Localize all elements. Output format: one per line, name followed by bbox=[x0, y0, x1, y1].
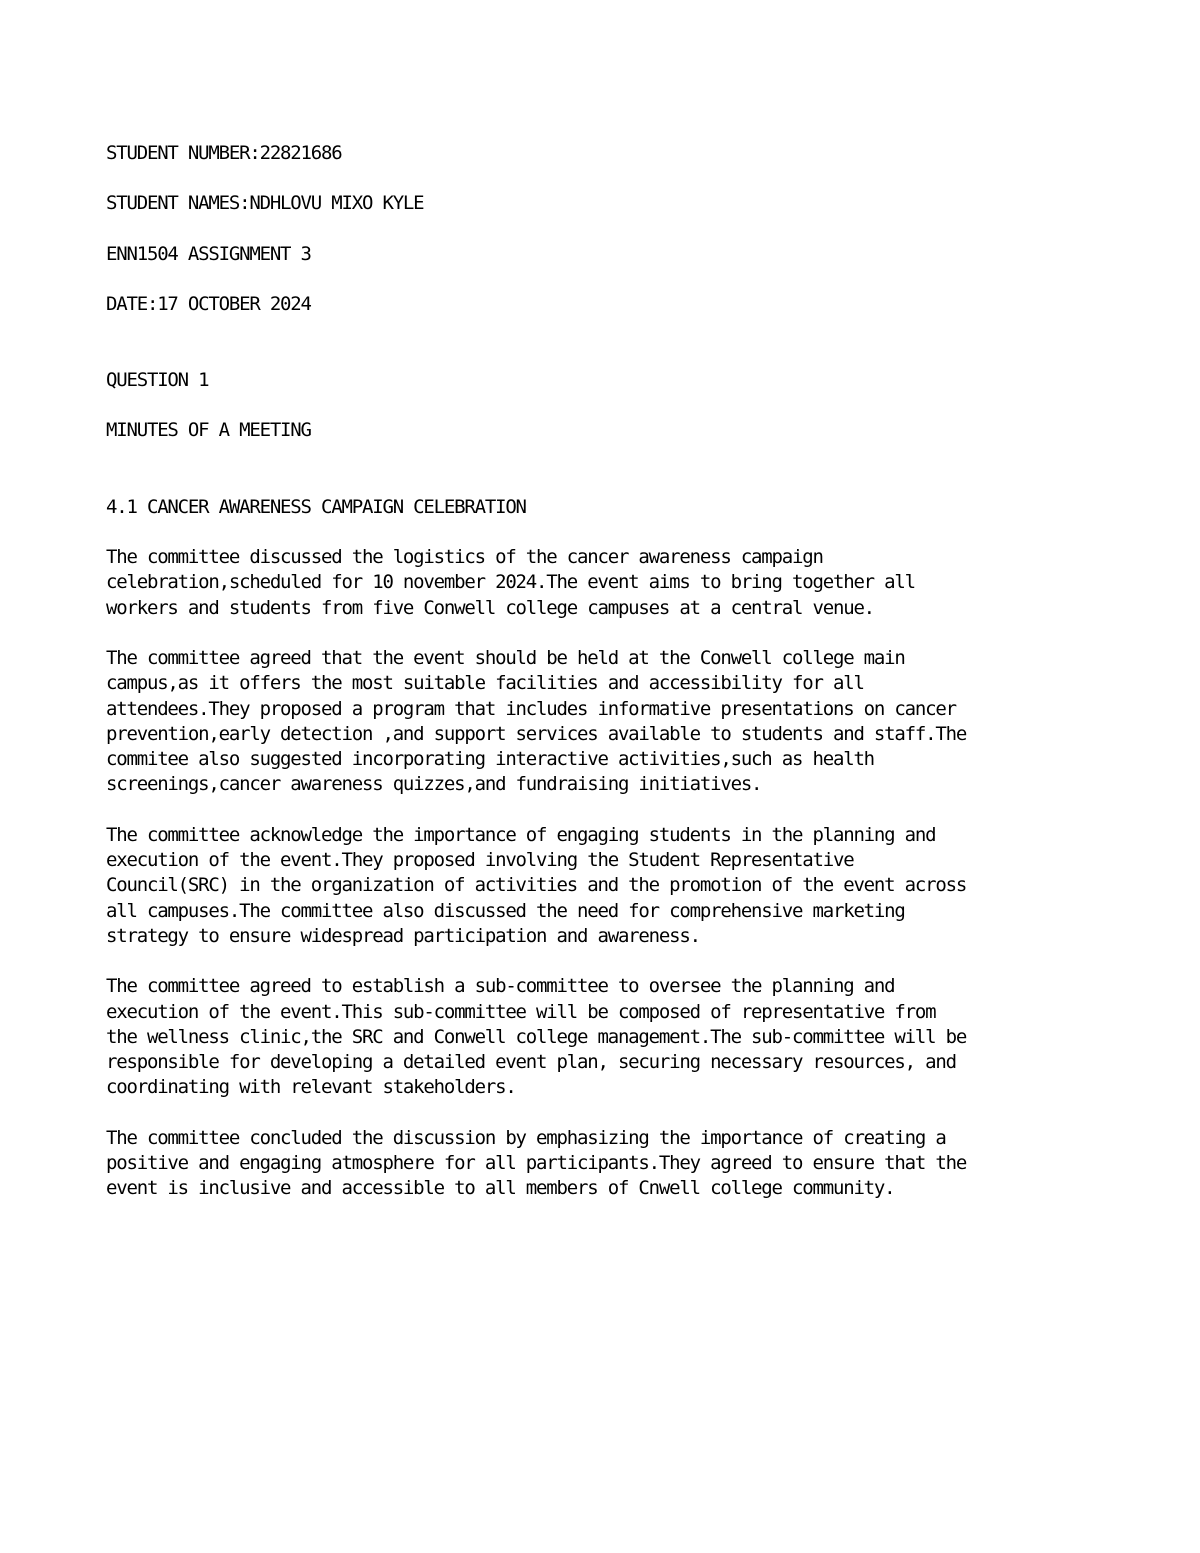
paragraph-line: execution of the event.This sub-committee will be composed of representative from bbox=[106, 1000, 936, 1023]
paragraph-line: screenings,cancer awareness quizzes,and fundraising initiatives. bbox=[106, 773, 762, 796]
question-subtitle: MINUTES OF A MEETING bbox=[106, 419, 311, 442]
section-heading: 4.1 CANCER AWARENESS CAMPAIGN CELEBRATION bbox=[106, 495, 526, 518]
paragraph-line: attendees.They proposed a program that includes informative presentations on cancer bbox=[106, 697, 956, 720]
paragraph-line: The committee discussed the logistics of the cancer awareness campaign bbox=[106, 546, 823, 569]
paragraph bbox=[106, 1126, 1106, 1202]
paragraph-line: workers and students from five Conwell college campuses at a central venue. bbox=[106, 596, 874, 619]
paragraph-line: execution of the event.They proposed involving the Student Representative bbox=[106, 849, 854, 872]
assignment-title: ENN1504 ASSIGNMENT 3 bbox=[106, 242, 311, 265]
paragraph-line: the wellness clinic,the SRC and Conwell college management.The sub-committee will be bbox=[106, 1025, 967, 1048]
paragraph-line: The committee acknowledge the importance of engaging students in the planning and bbox=[106, 823, 936, 846]
student-number: STUDENT NUMBER:22821686 bbox=[106, 142, 342, 164]
question-title: QUESTION 1 bbox=[106, 369, 209, 392]
paragraph-line: The committee agreed to establish a sub-committee to oversee the planning and bbox=[106, 975, 895, 998]
paragraph-line: responsible for developing a detailed event plan, securing necessary resources, and bbox=[106, 1051, 956, 1074]
paragraph-line: campus,as it offers the most suitable facilities and accessibility for all bbox=[106, 672, 864, 695]
paragraph-line: positive and engaging atmosphere for all participants.They agreed to ensure that the bbox=[106, 1152, 967, 1175]
paragraph bbox=[106, 545, 1106, 621]
paragraph-line: The committee concluded the discussion by emphasizing the importance of creating a bbox=[106, 1126, 946, 1149]
paragraph-line: Council(SRC) in the organization of activities and the promotion of the event across bbox=[106, 874, 967, 897]
student-names: STUDENT NAMES:NDHLOVU MIXO KYLE bbox=[106, 192, 424, 215]
paragraph-line: coordinating with relevant stakeholders. bbox=[106, 1076, 516, 1099]
paragraph bbox=[106, 646, 1106, 798]
paragraph-line: celebration,scheduled for 10 november 2024.The event aims to bring together all bbox=[106, 571, 915, 594]
submission-date: DATE:17 OCTOBER 2024 bbox=[106, 292, 311, 315]
paragraph-line: The committee agreed that the event should be held at the Conwell college main bbox=[106, 646, 905, 669]
paragraph-line: strategy to ensure widespread participation and awareness. bbox=[106, 924, 700, 947]
paragraph bbox=[106, 823, 1106, 949]
paragraph bbox=[106, 974, 1106, 1100]
paragraph-line: prevention,early detection ,and support services available to students and staff.The bbox=[106, 722, 967, 745]
paragraph-line: all campuses.The committee also discussed the need for comprehensive marketing bbox=[106, 899, 905, 922]
document-content bbox=[106, 141, 1106, 1202]
paragraph-line: commitee also suggested incorporating interactive activities,such as health bbox=[106, 748, 874, 771]
paragraph-line: event is inclusive and accessible to all members of Cnwell college community. bbox=[106, 1177, 895, 1200]
